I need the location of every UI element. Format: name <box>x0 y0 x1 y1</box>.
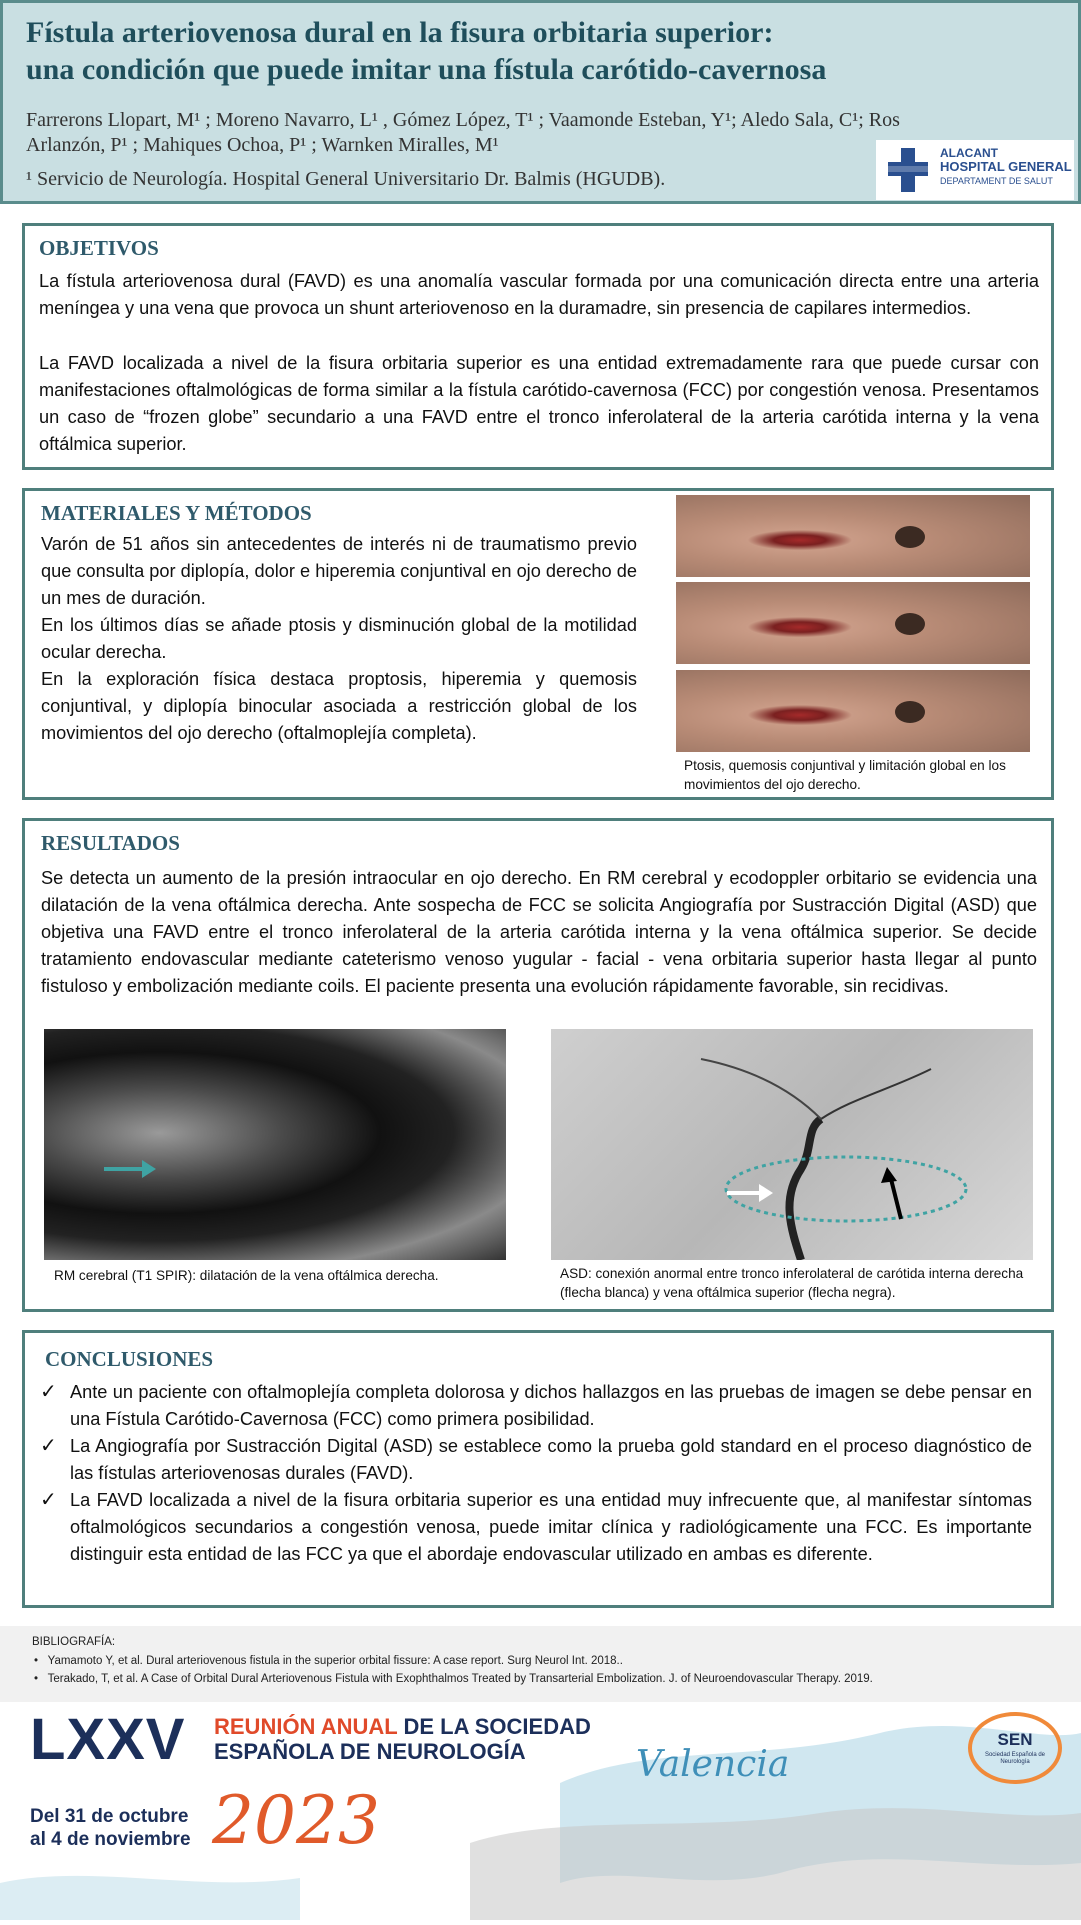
white-arrow-icon <box>727 1184 773 1202</box>
congress-year: 2023 <box>212 1782 380 1859</box>
bibliography-ref: • Yamamoto Y, et al. Dural arteriovenous fistula in the superior orbital fissure: A case report. Surg Neurol Int. 2018.. <box>34 1655 623 1667</box>
logo-line-2: HOSPITAL GENERAL <box>940 159 1072 174</box>
objetivos-para-1: La fístula arteriovenosa dural (FAVD) es una anomalía vascular formada por una comunicación directa entre una arteria meníngea y una vena que provoca un shunt arteriovenoso en la duramadre, sin presencia de capilares intermedios. <box>39 271 1039 318</box>
check-icon: ✓ <box>40 1433 57 1457</box>
conclusion-item: Ante un paciente con oftalmoplejía completa dolorosa y dichos hallazgos en las pruebas de imagen se debe pensar en una Fístula Carótido-Cavernosa (FCC) como primera posibilidad. <box>70 1382 1032 1429</box>
authors-line-2: Arlanzón, P¹ ; Mahiques Ochoa, P¹ ; Warnken Miralles, M¹ <box>26 134 499 156</box>
sen-logo <box>968 1712 1062 1784</box>
congress-dates-line-2: al 4 de noviembre <box>30 1829 191 1850</box>
congress-dates <box>30 1805 191 1851</box>
objetivos-section <box>22 223 1054 470</box>
logo-text <box>940 146 1072 188</box>
congress-dates-line-1: Del 31 de octubre <box>30 1806 189 1827</box>
mri-arrow-icon <box>44 1029 506 1260</box>
asd-caption: ASD: conexión anormal entre tronco inferolateral de carótida interna derecha (flecha blanca) y vena oftálmica superior (flecha negra). <box>560 1266 1024 1300</box>
hospital-logo <box>876 140 1074 200</box>
sen-logo-subtext: Sociedad Española de Neurología <box>984 1752 1046 1765</box>
objetivos-heading: OBJETIVOS <box>39 236 159 260</box>
eye-photo-1 <box>676 495 1030 577</box>
conclusiones-heading: CONCLUSIONES <box>45 1347 214 1371</box>
resultados-heading: RESULTADOS <box>41 831 180 855</box>
eye-photo-2 <box>676 582 1030 664</box>
mri-caption: RM cerebral (T1 SPIR): dilatación de la vena oftálmica derecha. <box>54 1268 439 1283</box>
bibliography-ref-text: Yamamoto Y, et al. Dural arteriovenous fistula in the superior orbital fissure: A case report. Surg Neurol Int. 2018.. <box>47 1655 623 1667</box>
affiliation: ¹ Servicio de Neurología. Hospital General Universitario Dr. Balmis (HGUDB). <box>26 168 666 190</box>
congress-city: Valencia <box>636 1744 790 1785</box>
congress-name-navy: DE LA SOCIEDAD <box>397 1714 591 1739</box>
authors-line-1: Farrerons Llopart, M¹ ; Moreno Navarro, L¹ , Gómez López, T¹ ; Vaamonde Esteban, Y¹; Aledo Sala, C¹; Ros <box>26 109 900 131</box>
bibliography-ref: • Terakado, T, et al. A Case of Orbital Dural Arteriovenous Fistula with Exophthalmos Treated by Transarterial Embolization. J. of Neuroendovascular Therapy. 2019. <box>34 1673 873 1685</box>
conclusion-item: La Angiografía por Sustracción Digital (ASD) se establece como la prueba gold standard en el proceso diagnóstico de las fístulas arteriovenosas durales (FAVD). <box>70 1436 1032 1483</box>
bibliography <box>0 1626 1081 1702</box>
check-icon: ✓ <box>40 1487 57 1511</box>
mri-image <box>44 1029 506 1260</box>
congress-name <box>214 1714 591 1764</box>
materiales-heading: MATERIALES Y MÉTODOS <box>41 501 312 525</box>
title-line-1: Fístula arteriovenosa dural en la fisura orbitaria superior: <box>26 16 774 49</box>
black-arrow-icon <box>881 1167 901 1219</box>
materiales-para-2: En los últimos días se añade ptosis y disminución global de la motilidad ocular derecha. <box>41 615 637 662</box>
asd-angiography-image <box>551 1029 1033 1260</box>
logo-line-3: DEPARTAMENT DE SALUT <box>940 176 1053 186</box>
title-line-2: una condición que puede imitar una fístula carótido-cavernosa <box>26 53 827 86</box>
bibliography-ref-text: Terakado, T, et al. A Case of Orbital Dural Arteriovenous Fistula with Exophthalmos Treated by Transarterial Embolization. J. of Neuroendovascular Therapy. 2019. <box>47 1673 873 1685</box>
bibliography-heading: BIBLIOGRAFÍA: <box>32 1636 116 1648</box>
eye-photo-caption: Ptosis, quemosis conjuntival y limitación global en los movimientos del ojo derecho. <box>684 758 1006 792</box>
logo-line-1: ALACANT <box>940 146 998 160</box>
objetivos-para-2: La FAVD localizada a nivel de la fisura orbitaria superior es una entidad extremadamente rara que puede cursar con manifestaciones oftalmológicas de forma similar a la fístula carótido-cavernosa (FCC) por congestión venosa. Presentamos un caso de “frozen globe” secundario a una FAVD entre el tronco inferolateral de la arteria carótida interna y la vena oftálmica superior. <box>39 353 1039 454</box>
conclusion-item: La FAVD localizada a nivel de la fisura orbitaria superior es una entidad muy infrecuente que, al manifestar síntomas oftalmológicos secundarios a congestión venosa, puede imitar clínica y radiológicamente una FCC. Es importante distinguir esta entidad de las FCC ya que el abordaje endovascular utilizado en ambas es diferente. <box>70 1490 1032 1564</box>
materiales-para-1: Varón de 51 años sin antecedentes de interés ni de traumatismo previo que consulta por diplopía, dolor e hiperemia conjuntival en ojo derecho de un mes de duración. <box>41 534 637 608</box>
poster-title <box>26 14 1026 88</box>
congress-name-red: REUNIÓN ANUAL <box>214 1714 398 1739</box>
eye-photo-3 <box>676 670 1030 752</box>
asd-vessels <box>551 1029 1033 1260</box>
resultados-para: Se detecta un aumento de la presión intraocular en ojo derecho. En RM cerebral y ecodoppler orbitario se evidencia una dilatación de la vena oftálmica derecha. Ante sospecha de FCC se solicita Angiografía por Sustracción Digital (ASD) que objetiva una FAVD entre el tronco inferolateral de la arteria carótida interna y la vena oftálmica superior. Se decide tratamiento endovascular mediante cateterismo venoso yugular - facial - vena orbitaria superior hasta llegar al punto fistuloso y embolización mediante coils. El paciente presenta una evolución rápidamente favorable, sin recidivas. <box>41 868 1037 996</box>
check-icon: ✓ <box>40 1379 57 1403</box>
congress-edition: LXXV <box>30 1707 186 1772</box>
congress-name-line-2: ESPAÑOLA DE NEUROLOGÍA <box>214 1739 526 1764</box>
materiales-para-3: En la exploración física destaca proptosis, hiperemia y quemosis conjuntival, y diplopía binocular asociada a restricción global de los movimientos del ojo derecho (oftalmoplejía completa). <box>41 669 637 743</box>
sen-logo-text: SEN <box>997 1730 1033 1749</box>
